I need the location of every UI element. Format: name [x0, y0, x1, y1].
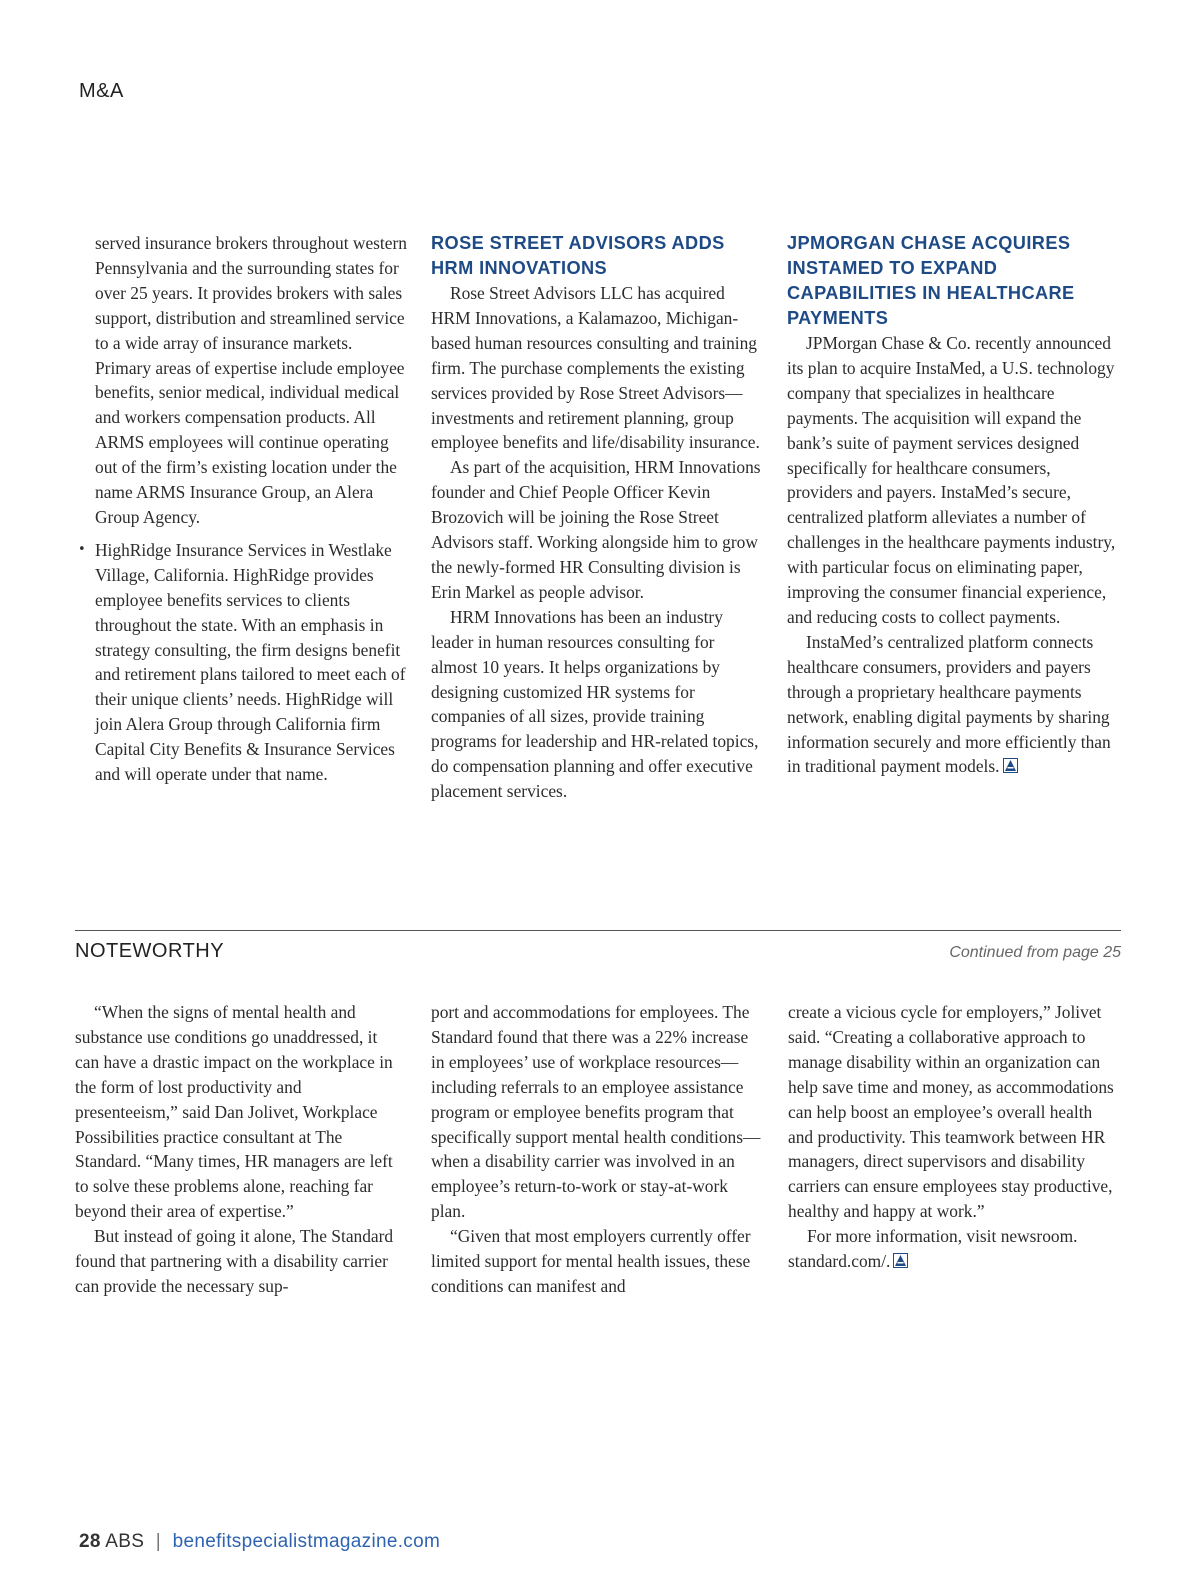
paragraph: “Given that most employers currently offer limited support for mental health issues, these conditions can manifest and [431, 1226, 751, 1296]
paragraph-text: For more information, visit newsroom. standard.com/. [788, 1226, 1078, 1272]
paragraph-text: InstaMed’s centralized platform connects healthcare consumers, providers and payers through a proprietary healthcare payments network, enabling digital payments by sharing information securely and more efficiently than in traditional payment models. [787, 631, 1111, 777]
paragraph: JPMorgan Chase & Co. recently announced its plan to acquire InstaMed, a U.S. technology company that specializes in healthcare payments. The acquisition will expand the bank’s suite of payment services designed specifically for healthcare consumers, providers and payers. InstaMed’s secure, centralized platform alleviates a number of challenges in the healthcare payments industry, with particular focus on eliminating paper, improving the consumer financial experience, and reducing costs to collect payments. [787, 333, 1116, 627]
paragraph: Rose Street Advisors LLC has acquired HRM Innovations, a Kalamazoo, Michigan-based human resources consulting and training firm. The purchase complements the existing services provided by Rose Street Advisors—investments and retirement planning, group employee benefits and life/disability insurance. [431, 283, 760, 453]
paragraph: But instead of going it alone, The Standard found that partnering with a disability carrier can provide the necessary sup- [75, 1226, 394, 1296]
magazine-url-link[interactable]: benefitspecialistmagazine.com [172, 1531, 441, 1552]
paragraph: served insurance brokers throughout western Pennsylvania and the surrounding states for over 25 years. It provides brokers with sales support, distribution and streamlined service to a wide array of insurance markets. Primary areas of expertise include employee benefits, senior medical, individual medical and workers compensation products. All ARMS employees will continue operating out of the firm’s existing location under the name ARMS Insurance Group, an Alera Group Agency. [95, 233, 407, 527]
end-mark-icon [1003, 758, 1018, 773]
noteworthy-title: NOTEWORTHY [75, 940, 225, 962]
headline-rose-street: ROSE STREET ADVISORS ADDS HRM INNOVATIONS [431, 233, 725, 278]
paragraph-with-end-mark [788, 1224, 1121, 1274]
paragraph: As part of the acquisition, HRM Innovations founder and Chief People Officer Kevin Brozovich will be joining the Rose Street Advisors staff. Working alongside him to grow the newly-formed HR Consulting division is Erin Markel as people advisor. [431, 457, 761, 602]
magazine-name: ABS [105, 1531, 145, 1552]
paragraph: “When the signs of mental health and substance use conditions go unaddressed, it can have a drastic impact on the workplace in the form of lost productivity and presenteeism,” said Dan Jolivet, Workplace Possibilities practice consultant at The Standard. “Many times, HR managers are left to solve these problems alone, reaching far beyond their area of expertise.” [75, 1002, 393, 1222]
page-footer [79, 1531, 440, 1553]
end-mark-icon [893, 1253, 908, 1268]
noteworthy-column-1 [75, 1000, 405, 1299]
paragraph-with-end-mark [787, 630, 1120, 779]
paragraph: create a vicious cycle for employers,” Jolivet said. “Creating a collaborative approach to manage disability within an organization can help save time and money, as accommodations can help boost an employee’s overall health and productivity. This teamwork between HR managers, direct supervisors and disability carriers can ensure employees stay productive, healthy and happy at work.” [788, 1002, 1114, 1222]
article-column-2 [431, 231, 764, 804]
noteworthy-column-3 [788, 1000, 1121, 1274]
page-number: 28 [79, 1531, 101, 1552]
paragraph: port and accommodations for employees. The Standard found that there was a 22% increase in employees’ use of workplace resources—including referrals to an employee assistance program or employee benefits program that specifically support mental health conditions—when a disability carrier was involved in an employee’s return-to-work or stay-at-work plan. [431, 1002, 761, 1222]
footer-separator: | [155, 1531, 162, 1552]
continued-note: Continued from page 25 [949, 944, 1121, 961]
section-label: M&A [79, 80, 124, 102]
article-column-3 [787, 231, 1120, 779]
list-item: • HighRidge Insurance Services in Westlake Village, California. HighRidge provides employee benefits services to clients throughout the state. With an emphasis in strategy consulting, the firm designs benefit and retirement plans tailored to meet each of their unique clients’ needs. HighRidge will join Alera Group through California firm Capital City Benefits & Insurance Services and will operate under that name. [78, 538, 410, 787]
section-divider [75, 930, 1121, 931]
noteworthy-column-2 [431, 1000, 764, 1299]
bullet-list [78, 538, 410, 787]
paragraph: HRM Innovations has been an industry leader in human resources consulting for almost 10 years. It helps organizations by designing customized HR systems for companies of all sizes, provide training programs for leadership and HR-related topics, do compensation planning and offer executive placement services. [431, 606, 759, 802]
headline-jpmorgan: JPMORGAN CHASE ACQUIRES INSTAMED TO EXPAND CAPABILITIES IN HEALTHCARE PAYMENTS [787, 233, 1075, 328]
article-column-1 [95, 231, 410, 787]
